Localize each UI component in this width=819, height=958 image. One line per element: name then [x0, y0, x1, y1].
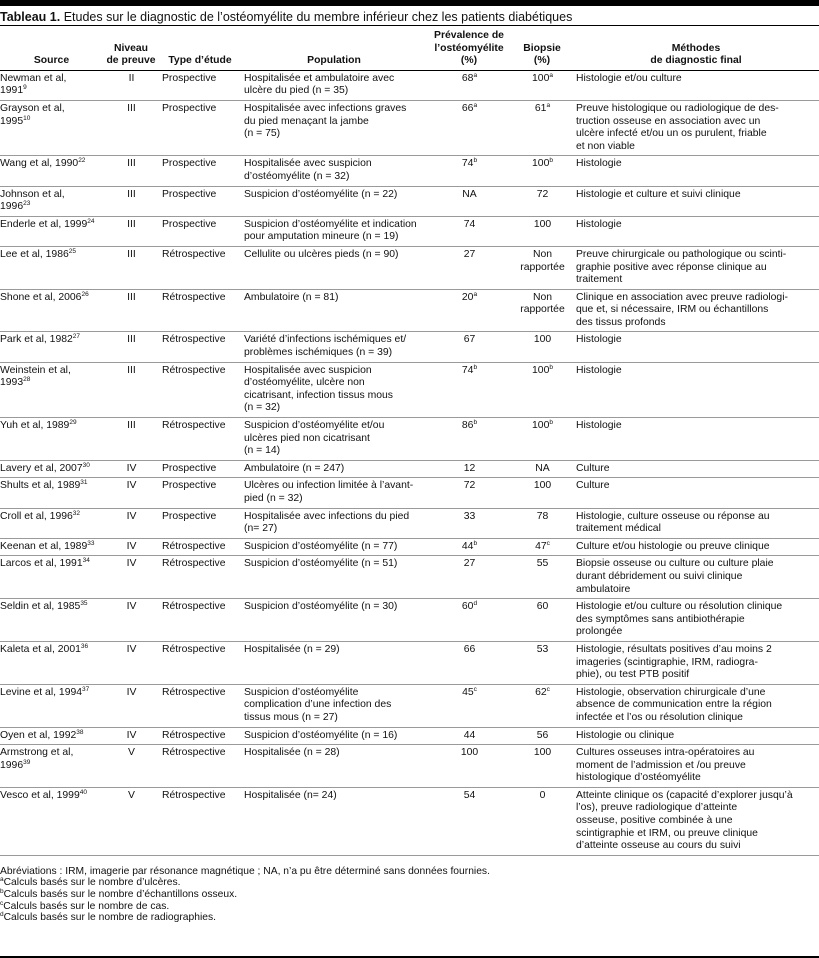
table-row: [0, 289, 819, 332]
table-row: [0, 538, 819, 556]
cell-source: Kaleta et al, 2001$^{36}$: [0, 641, 103, 684]
cell-level: V: [103, 745, 159, 788]
cell-population: Suspicion d’ostéomyélite et indication pour amputation mineure (n = 19): [241, 216, 427, 246]
cell-population: Ulcères ou infection limitée à l’avant- pied (n = 32): [241, 478, 427, 508]
cell-methods: Histologie, observation chirurgicale d’une absence de communication entre la région infectée et l’os ou résolution clinique: [573, 684, 819, 727]
header-biopsy: Biopsie (%): [511, 26, 573, 70]
cell-source: Johnson et al, 1996$^{23}$: [0, 186, 103, 216]
cell-study-type: Rétrospective: [159, 332, 241, 362]
cell-study-type: Prospective: [159, 186, 241, 216]
cell-population: Hospitalisée (n = 29): [241, 641, 427, 684]
cell-population: Hospitalisée (n = 28): [241, 745, 427, 788]
cell-level: IV: [103, 460, 159, 478]
cell-methods: Clinique en association avec preuve radiologi- que et, si nécessaire, IRM ou échantillons des tissus profonds: [573, 289, 819, 332]
cell-biopsy: NA: [511, 460, 573, 478]
cell-prevalence: 66$^a$: [427, 100, 511, 155]
cell-source: Levine et al, 1994$^{37}$: [0, 684, 103, 727]
cell-prevalence: 100: [427, 745, 511, 788]
cell-population: Suspicion d’ostéomyélite (n = 77): [241, 538, 427, 556]
cell-study-type: Rétrospective: [159, 418, 241, 461]
cell-population: Suspicion d’ostéomyélite et/ou ulcères pied non cicatrisant (n = 14): [241, 418, 427, 461]
cell-biopsy: 47$^c$: [511, 538, 573, 556]
cell-source: Park et al, 1982$^{27}$: [0, 332, 103, 362]
cell-population: Hospitalisée avec suspicion d’ostéomyélite (n = 32): [241, 156, 427, 186]
cell-population: Suspicion d’ostéomyélite (n = 51): [241, 556, 427, 599]
cell-population: Hospitalisée avec infections graves du pied menaçant la jambe (n = 75): [241, 100, 427, 155]
header-prevalence: Prévalence de l’ostéomyélite (%): [427, 26, 511, 70]
cell-biopsy: 78: [511, 508, 573, 538]
cell-methods: Preuve histologique ou radiologique de des- truction osseuse en association avec un ulcère infecté et/ou un os purulent, friable et non viable: [573, 100, 819, 155]
cell-methods: Histologie, résultats positives d’au moins 2 imageries (scintigraphie, IRM, radiogra- phie), ou test PTB positif: [573, 641, 819, 684]
cell-study-type: Rétrospective: [159, 362, 241, 417]
cell-population: Ambulatoire (n = 81): [241, 289, 427, 332]
cell-methods: Histologie: [573, 216, 819, 246]
cell-study-type: Prospective: [159, 508, 241, 538]
cell-source: Lavery et al, 2007$^{30}$: [0, 460, 103, 478]
cell-methods: Histologie: [573, 362, 819, 417]
cell-prevalence: 20$^a$: [427, 289, 511, 332]
footnote-d: $^d$Calculs basés sur le nombre de radiographies.: [0, 911, 216, 924]
cell-biopsy: 100$^b$: [511, 418, 573, 461]
cell-methods: Culture: [573, 478, 819, 508]
cell-source: Newman et al, 1991$^9$: [0, 70, 103, 100]
cell-methods: Atteinte clinique os (capacité d’explorer jusqu’à l’os), preuve radiologique d’atteinte osseuse, positive combinée à une scintigraphie et IRM, ou preuve clinique d’atteinte osseuse au cours du suivi: [573, 787, 819, 855]
cell-level: III: [103, 289, 159, 332]
cell-prevalence: 66: [427, 641, 511, 684]
cell-prevalence: 72: [427, 478, 511, 508]
cell-study-type: Prospective: [159, 460, 241, 478]
cell-methods: Histologie, culture osseuse ou réponse au traitement médical: [573, 508, 819, 538]
cell-population: Suspicion d’ostéomyélite (n = 22): [241, 186, 427, 216]
cell-prevalence: 67: [427, 332, 511, 362]
cell-source: Shone et al, 2006$^{26}$: [0, 289, 103, 332]
cell-population: Hospitalisée et ambulatoire avec ulcère du pied (n = 35): [241, 70, 427, 100]
cell-population: Variété d’infections ischémiques et/ problèmes ischémiques (n = 39): [241, 332, 427, 362]
cell-methods: Histologie et culture et suivi clinique: [573, 186, 819, 216]
cell-level: III: [103, 332, 159, 362]
cell-biopsy: 0: [511, 787, 573, 855]
cell-methods: Histologie: [573, 332, 819, 362]
cell-study-type: Rétrospective: [159, 599, 241, 642]
cell-biopsy: 53: [511, 641, 573, 684]
table-row: [0, 100, 819, 155]
cell-study-type: Rétrospective: [159, 787, 241, 855]
cell-level: IV: [103, 599, 159, 642]
cell-level: III: [103, 246, 159, 289]
table-row: [0, 727, 819, 745]
cell-level: III: [103, 100, 159, 155]
cell-population: Cellulite ou ulcères pieds (n = 90): [241, 246, 427, 289]
cell-prevalence: NA: [427, 186, 511, 216]
cell-study-type: Rétrospective: [159, 727, 241, 745]
cell-study-type: Prospective: [159, 216, 241, 246]
table-row: [0, 787, 819, 855]
cell-source: Vesco et al, 1999$^{40}$: [0, 787, 103, 855]
cell-source: Yuh et al, 1989$^{29}$: [0, 418, 103, 461]
cell-study-type: Rétrospective: [159, 745, 241, 788]
cell-prevalence: 74$^b$: [427, 362, 511, 417]
cell-source: Wang et al, 1990$^{22}$: [0, 156, 103, 186]
cell-source: Lee et al, 1986$^{25}$: [0, 246, 103, 289]
table-row: [0, 599, 819, 642]
cell-methods: Histologie et/ou culture ou résolution clinique des symptômes sans antibiothérapie prolongée: [573, 599, 819, 642]
table-title: Etudes sur le diagnostic de l’ostéomyélite du membre inférieur chez les patients diabétiques: [63, 10, 573, 24]
cell-biopsy: 100: [511, 332, 573, 362]
cell-prevalence: 12: [427, 460, 511, 478]
cell-study-type: Rétrospective: [159, 246, 241, 289]
cell-study-type: Prospective: [159, 100, 241, 155]
cell-population: Suspicion d’ostéomyélite (n = 16): [241, 727, 427, 745]
cell-level: IV: [103, 556, 159, 599]
cell-population: Hospitalisée avec suspicion d’ostéomyélite, ulcère non cicatrisant, infection tissus mous (n = 32): [241, 362, 427, 417]
cell-level: IV: [103, 538, 159, 556]
cell-level: IV: [103, 641, 159, 684]
cell-biopsy: Non rapportée: [511, 246, 573, 289]
table-row: [0, 362, 819, 417]
cell-biopsy: 55: [511, 556, 573, 599]
footnote-c: $^c$Calculs basés sur le nombre de cas.: [0, 899, 170, 912]
cell-level: III: [103, 362, 159, 417]
table-row: [0, 70, 819, 100]
table-row: [0, 460, 819, 478]
cell-source: Shults et al, 1989$^{31}$: [0, 478, 103, 508]
cell-methods: Culture: [573, 460, 819, 478]
cell-prevalence: 44$^b$: [427, 538, 511, 556]
cell-biopsy: 100: [511, 478, 573, 508]
table-row: [0, 745, 819, 788]
cell-biopsy: 100$^b$: [511, 156, 573, 186]
cell-source: Grayson et al, 1995$^{10}$: [0, 100, 103, 155]
cell-prevalence: 60$^d$: [427, 599, 511, 642]
cell-source: Oyen et al, 1992$^{38}$: [0, 727, 103, 745]
table-row: [0, 332, 819, 362]
cell-study-type: Prospective: [159, 70, 241, 100]
header-source: Source: [0, 26, 103, 70]
table-row: [0, 186, 819, 216]
table-row: [0, 216, 819, 246]
cell-biopsy: Non rapportée: [511, 289, 573, 332]
cell-level: III: [103, 156, 159, 186]
table-number: Tableau 1.: [0, 10, 61, 24]
header-study-type: Type d’étude: [159, 26, 241, 70]
cell-biopsy: 61$^a$: [511, 100, 573, 155]
cell-population: Ambulatoire (n = 247): [241, 460, 427, 478]
footnote-b: $^b$Calculs basés sur le nombre d’échantillons osseux.: [0, 888, 238, 901]
cell-study-type: Prospective: [159, 478, 241, 508]
cell-prevalence: 27: [427, 246, 511, 289]
table-row: [0, 156, 819, 186]
cell-prevalence: 74: [427, 216, 511, 246]
cell-methods: Histologie et/ou culture: [573, 70, 819, 100]
cell-source: Weinstein et al, 1993$^{28}$: [0, 362, 103, 417]
cell-methods: Preuve chirurgicale ou pathologique ou scinti- graphie positive avec réponse clinique au traitement: [573, 246, 819, 289]
cell-methods: Histologie: [573, 418, 819, 461]
cell-source: Armstrong et al, 1996$^{39}$: [0, 745, 103, 788]
cell-biopsy: 100: [511, 745, 573, 788]
cell-population: Hospitalisée (n= 24): [241, 787, 427, 855]
cell-methods: Histologie ou clinique: [573, 727, 819, 745]
cell-source: Enderle et al, 1999$^{24}$: [0, 216, 103, 246]
header-population: Population: [241, 26, 427, 70]
table-row: [0, 556, 819, 599]
table-row: [0, 478, 819, 508]
cell-biopsy: 100$^a$: [511, 70, 573, 100]
studies-table: [0, 26, 819, 856]
cell-level: IV: [103, 684, 159, 727]
cell-level: III: [103, 418, 159, 461]
cell-methods: Biopsie osseuse ou culture ou culture plaie durant débridement ou suivi clinique ambulatoire: [573, 556, 819, 599]
cell-prevalence: 44: [427, 727, 511, 745]
table-row: [0, 246, 819, 289]
cell-study-type: Rétrospective: [159, 538, 241, 556]
cell-methods: Culture et/ou histologie ou preuve clinique: [573, 538, 819, 556]
footnotes: [0, 856, 819, 924]
footnote-a: $^a$Calculs basés sur le nombre d’ulcères.: [0, 876, 181, 889]
table-row: [0, 641, 819, 684]
cell-methods: Histologie: [573, 156, 819, 186]
cell-biopsy: 56: [511, 727, 573, 745]
header-row: [0, 26, 819, 70]
cell-biopsy: 100: [511, 216, 573, 246]
table-body: [0, 70, 819, 855]
table-row: [0, 418, 819, 461]
cell-level: IV: [103, 508, 159, 538]
header-level: Niveau de preuve: [103, 26, 159, 70]
cell-biopsy: 72: [511, 186, 573, 216]
cell-prevalence: 68$^a$: [427, 70, 511, 100]
cell-biopsy: 60: [511, 599, 573, 642]
cell-level: III: [103, 186, 159, 216]
cell-level: V: [103, 787, 159, 855]
cell-population: Suspicion d’ostéomyélite complication d’une infection des tissus mous (n = 27): [241, 684, 427, 727]
cell-prevalence: 86$^b$: [427, 418, 511, 461]
cell-biopsy: 62$^c$: [511, 684, 573, 727]
cell-source: Croll et al, 1996$^{32}$: [0, 508, 103, 538]
cell-source: Seldin et al, 1985$^{35}$: [0, 599, 103, 642]
table-row: [0, 684, 819, 727]
cell-study-type: Prospective: [159, 156, 241, 186]
cell-prevalence: 45$^c$: [427, 684, 511, 727]
cell-prevalence: 27: [427, 556, 511, 599]
cell-population: Suspicion d’ostéomyélite (n = 30): [241, 599, 427, 642]
cell-level: II: [103, 70, 159, 100]
cell-prevalence: 54: [427, 787, 511, 855]
cell-level: IV: [103, 727, 159, 745]
table-row: [0, 508, 819, 538]
cell-level: IV: [103, 478, 159, 508]
cell-study-type: Rétrospective: [159, 556, 241, 599]
cell-source: Larcos et al, 1991$^{34}$: [0, 556, 103, 599]
table-caption: [0, 6, 819, 26]
cell-study-type: Rétrospective: [159, 684, 241, 727]
cell-prevalence: 74$^b$: [427, 156, 511, 186]
cell-level: III: [103, 216, 159, 246]
cell-biopsy: 100$^b$: [511, 362, 573, 417]
cell-prevalence: 33: [427, 508, 511, 538]
cell-source: Keenan et al, 1989$^{33}$: [0, 538, 103, 556]
cell-population: Hospitalisée avec infections du pied (n= 27): [241, 508, 427, 538]
footnote-abbreviations: Abréviations : IRM, imagerie par résonance magnétique ; NA, n’a pu être déterminé sans données fournies.: [0, 865, 490, 877]
cell-study-type: Rétrospective: [159, 641, 241, 684]
header-methods: Méthodes de diagnostic final: [573, 26, 819, 70]
cell-methods: Cultures osseuses intra-opératoires au moment de l’admission et /ou preuve histologique d’ostéomyélite: [573, 745, 819, 788]
cell-study-type: Rétrospective: [159, 289, 241, 332]
